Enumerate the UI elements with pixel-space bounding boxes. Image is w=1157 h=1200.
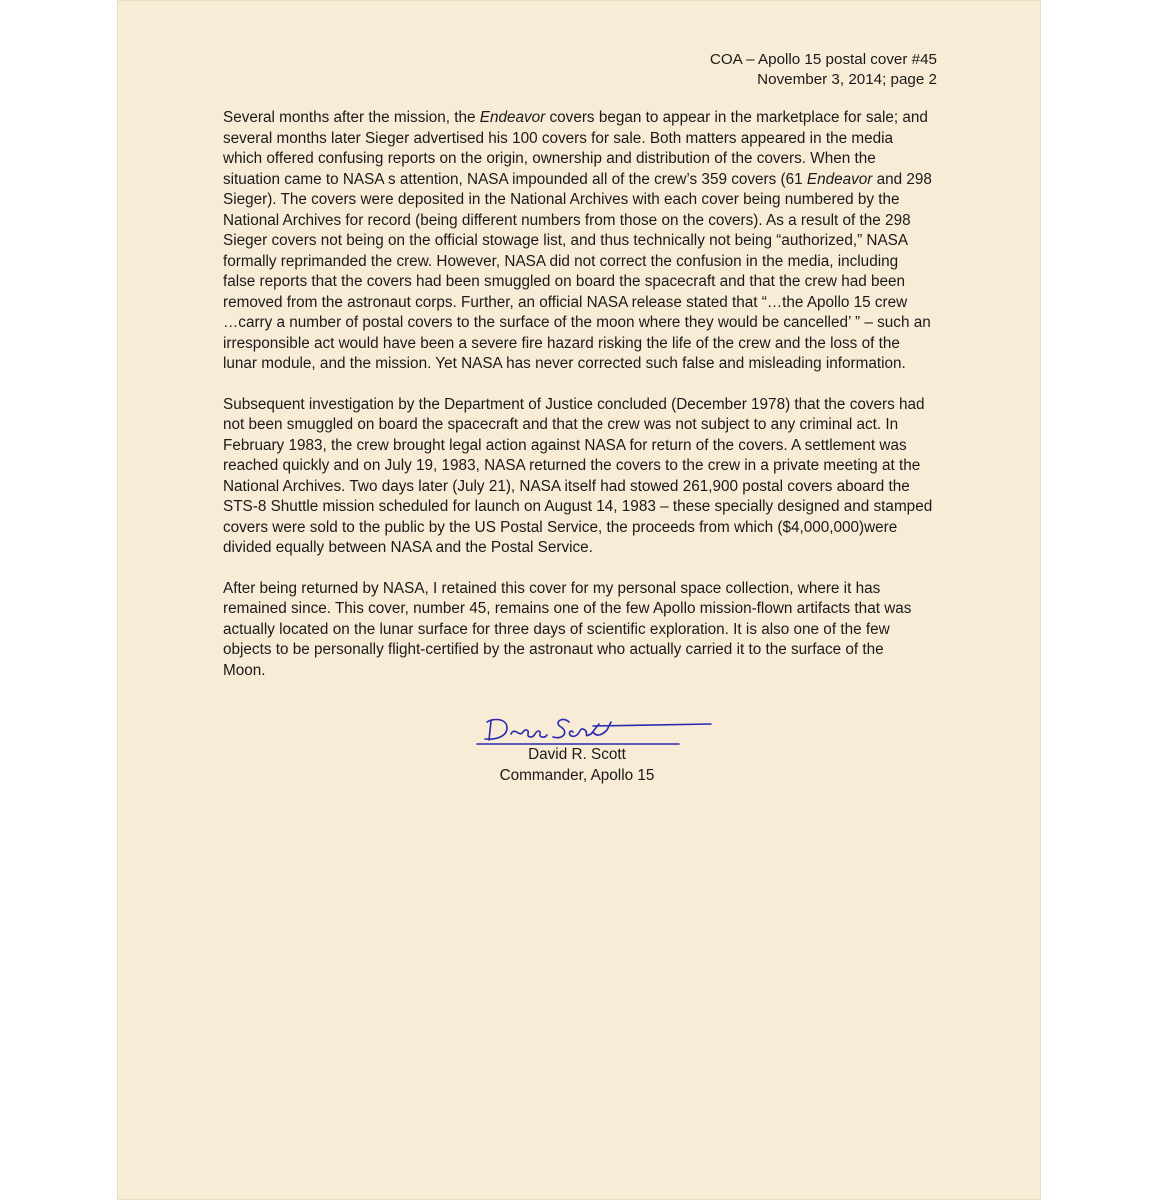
header-reference: COA – Apollo 15 postal cover #45 — [709, 51, 937, 68]
text-segment: After being returned by NASA, I retained this cover for my personal space collection, where it has — [223, 579, 881, 597]
header-date-page: November 3, 2014; page 2 — [757, 71, 937, 88]
signatory-title: Commander, Apollo 15 — [499, 766, 655, 784]
text-segment: objects to be personally flight-certified by the astronaut who actually carried it to the surface of the — [223, 641, 884, 658]
signature-block — [477, 745, 677, 786]
text-segment: irresponsible act would have been a severe fire hazard risking the life of the crew and the loss of the — [223, 334, 900, 352]
text-line — [223, 293, 948, 314]
text-line — [223, 456, 948, 477]
text-line — [223, 231, 948, 252]
text-line — [223, 395, 948, 416]
text-segment: and 298 — [872, 170, 932, 188]
text-line — [223, 252, 948, 273]
text-line — [223, 518, 948, 539]
text-segment: February 1983, the crew brought legal action against NASA for return of the covers. A settlement was — [223, 436, 907, 454]
document-page — [117, 0, 1041, 1200]
text-segment: reached quickly and on July 19, 1983, NASA returned the covers to the crew in a private meeting at the — [223, 457, 921, 474]
document-header — [710, 50, 937, 90]
text-segment: not been smuggled on board the spacecraft and that the crew was not subject to any criminal act. In — [223, 416, 899, 433]
text-segment: which offered confusing reports on the origin, ownership and distribution of the covers. When the — [223, 150, 876, 167]
text-line — [223, 538, 948, 559]
text-segment: covers began to appear in the marketplace for sale; and — [545, 109, 928, 126]
text-segment: Several months after the mission, the — [223, 109, 480, 126]
text-segment: situation came to NASA s attention, NASA impounded all of the crew’s 359 covers (61 — [223, 170, 807, 188]
text-segment: National Archives. Two days later (July 21), NASA itself had stowed 261,900 postal covers aboard the — [223, 477, 910, 495]
text-line — [223, 149, 948, 170]
italic-text: Endeavor — [479, 109, 546, 126]
text-segment: covers were sold to the public by the US Postal Service, the proceeds from which ($4,000,000)were — [223, 518, 898, 536]
text-line — [223, 640, 948, 661]
text-segment: several months later Sieger advertised his 100 covers for sale. Both matters appeared in the media — [223, 129, 894, 147]
text-segment: Sieger covers not being on the official stowage list, and thus technically not being “authorized,” NASA — [223, 232, 909, 249]
text-line — [223, 661, 948, 682]
text-segment: remained since. This cover, number 45, remains one of the few Apollo mission-flown artifacts that was — [223, 600, 912, 617]
text-line — [223, 354, 948, 375]
text-segment: false reports that the covers had been smuggled on board the spacecraft and that the crew had been — [223, 273, 906, 290]
text-line — [223, 436, 948, 457]
text-segment: STS-8 Shuttle mission scheduled for launch on August 14, 1983 – these specially designed and stamped — [223, 498, 933, 515]
text-segment: Sieger). The covers were deposited in the National Archives with each cover being numbered by the — [223, 191, 900, 208]
text-line — [223, 108, 948, 129]
text-segment: …carry a number of postal covers to the surface of the moon where they would be cancelled’ ” – such an — [223, 314, 931, 331]
paragraph-1 — [223, 108, 948, 375]
text-line — [223, 415, 948, 436]
text-segment: Moon. — [223, 661, 266, 679]
text-line — [223, 477, 948, 498]
text-line — [223, 334, 948, 355]
text-line — [223, 272, 948, 293]
signatory-name: David R. Scott — [528, 746, 626, 763]
document-body — [223, 108, 948, 681]
text-line — [223, 190, 948, 211]
text-line — [223, 599, 948, 620]
text-line — [223, 129, 948, 150]
text-segment: formally reprimanded the crew. However, NASA did not correct the confusion in the media, including — [223, 252, 899, 270]
text-line — [223, 170, 948, 191]
paragraph-3 — [223, 579, 948, 682]
paragraph-2 — [223, 395, 948, 559]
text-segment: actually located on the lunar surface for three days of scientific exploration. It is also one of the few — [223, 620, 890, 638]
text-segment: Subsequent investigation by the Department of Justice concluded (December 1978) that the covers had — [223, 395, 925, 413]
text-segment: National Archives for record (being different numbers from those on the covers). As a result of the 298 — [223, 211, 911, 229]
text-line — [223, 579, 948, 600]
text-line — [223, 211, 948, 232]
text-segment: removed from the astronaut corps. Further, an official NASA release stated that “…the Apollo 15 crew — [223, 293, 908, 311]
italic-text: Endeavor — [806, 170, 873, 188]
text-line — [223, 497, 948, 518]
text-segment: divided equally between NASA and the Postal Service. — [223, 539, 593, 556]
text-line — [223, 620, 948, 641]
text-line — [223, 313, 948, 334]
text-segment: lunar module, and the mission. Yet NASA has never corrected such false and misleading information. — [223, 355, 906, 372]
